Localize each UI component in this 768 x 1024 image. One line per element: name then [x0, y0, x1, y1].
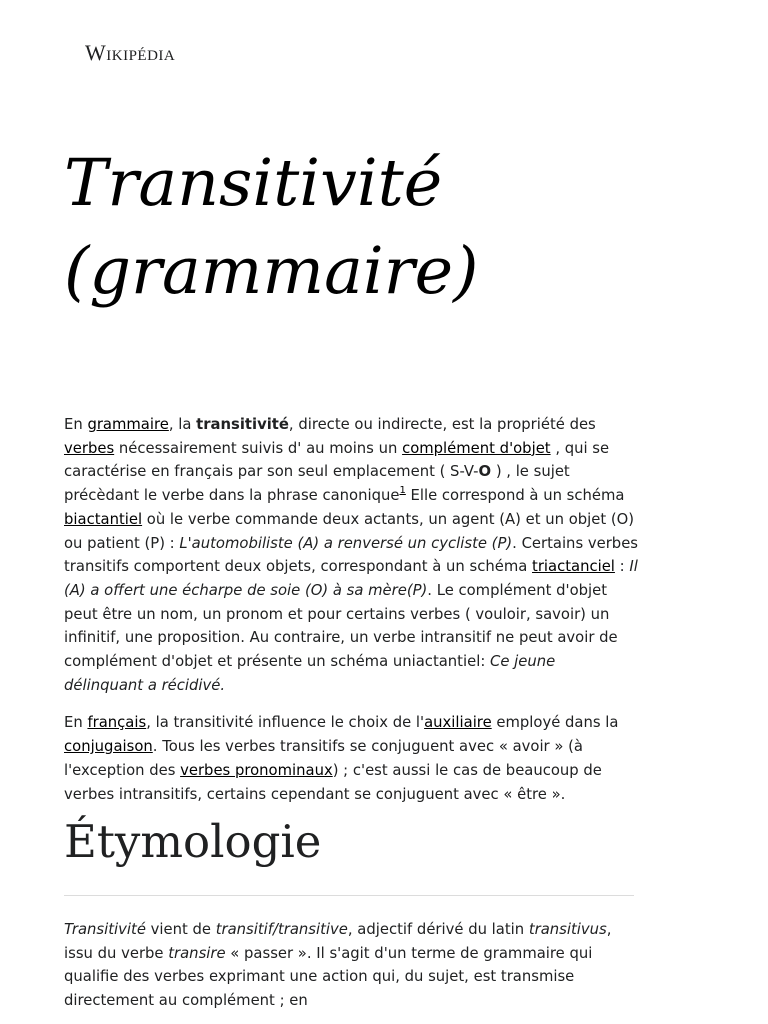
text: , issu du verbe: [64, 921, 612, 962]
francais-paragraph: [64, 711, 639, 806]
intro-paragraph: [64, 413, 639, 697]
text: , la: [168, 416, 197, 433]
link-auxiliaire[interactable]: auxiliaire: [424, 714, 492, 732]
text: nécessairement suivis d' au moins un: [114, 439, 403, 457]
text: Elle correspond à un schéma: [405, 487, 625, 505]
term: transitif/transitive: [215, 921, 348, 938]
text: « passer ». Il s'agit d'un terme de grammaire qui qualifie des verbes exprimant une action qui, du sujet, est transmise directement au complément ; en: [64, 944, 593, 1010]
etymologie-paragraph: [64, 918, 639, 1013]
title-line-1: Transitivité: [64, 146, 443, 221]
example-1: L'automobiliste (A) a renversé un cycliste (P): [179, 534, 513, 552]
text: :: [614, 558, 630, 576]
text: , la transitivité influence le choix de l': [146, 714, 425, 732]
text: vient de: [145, 921, 216, 938]
text: , adjectif dérivé du latin: [347, 921, 529, 938]
bold-o: O: [478, 463, 492, 481]
link-conjugaison[interactable]: conjugaison: [64, 738, 153, 756]
text: employé dans la: [491, 714, 619, 732]
etymologie-body: [64, 918, 639, 1013]
example-3: Ce jeune délinquant a récidivé.: [64, 653, 556, 694]
text: . Certains verbes transitifs comportent deux objets, correspondant à un schéma: [64, 534, 639, 576]
link-triactanciel[interactable]: triactanciel: [532, 558, 615, 576]
link-grammaire[interactable]: grammaire: [87, 416, 169, 433]
link-complement-objet[interactable]: complément d'objet: [402, 439, 551, 457]
text: En: [64, 416, 88, 433]
text: ) ; c'est aussi le cas de beaucoup de verbes intransitifs, certains cependant se conjuguent avec « être ».: [64, 761, 602, 803]
term: transire: [168, 944, 226, 962]
article-body: [64, 413, 639, 820]
page-title: [64, 140, 704, 316]
term: transitivus: [528, 921, 607, 938]
link-verbes-pronominaux[interactable]: verbes pronominaux: [180, 761, 333, 779]
text: , qui se caractérise en français par son seul emplacement ( S-V-: [64, 439, 610, 481]
bold-term: transitivité: [196, 416, 289, 433]
title-line-2: (grammaire): [64, 234, 479, 309]
wikipedia-logo[interactable]: Wikipédia: [85, 40, 176, 65]
term: Transitivité: [64, 921, 146, 938]
text: . Le complément d'objet peut être un nom, un pronom et pour certains verbes ( vouloir, savoir) un infinitif, une proposition. Au contraire, un verbe intransitif ne peut avoir de complément d'objet et présente un schéma uniactantiel:: [64, 581, 618, 671]
text: . Tous les verbes transitifs se conjuguent avec « avoir » (à l'exception des: [64, 738, 583, 779]
link-biactantiel[interactable]: biactantiel: [64, 510, 143, 528]
text: où le verbe commande deux actants, un agent (A) et un objet (O) ou patient (P) :: [64, 510, 635, 552]
link-verbes[interactable]: verbes: [64, 439, 115, 457]
text: , directe ou indirecte, est la propriété des: [288, 416, 596, 433]
example-2: Il (A) a offert une écharpe de soie (O) à sa mère(P): [64, 558, 638, 599]
section-divider: [64, 895, 634, 896]
footnote-ref-1[interactable]: 1: [399, 485, 406, 497]
section-heading-etymologie: Étymologie: [64, 815, 322, 868]
text: ) , le sujet précèdant le verbe dans la phrase canonique: [64, 463, 570, 505]
link-francais[interactable]: français: [87, 714, 147, 732]
text: En: [64, 714, 88, 732]
